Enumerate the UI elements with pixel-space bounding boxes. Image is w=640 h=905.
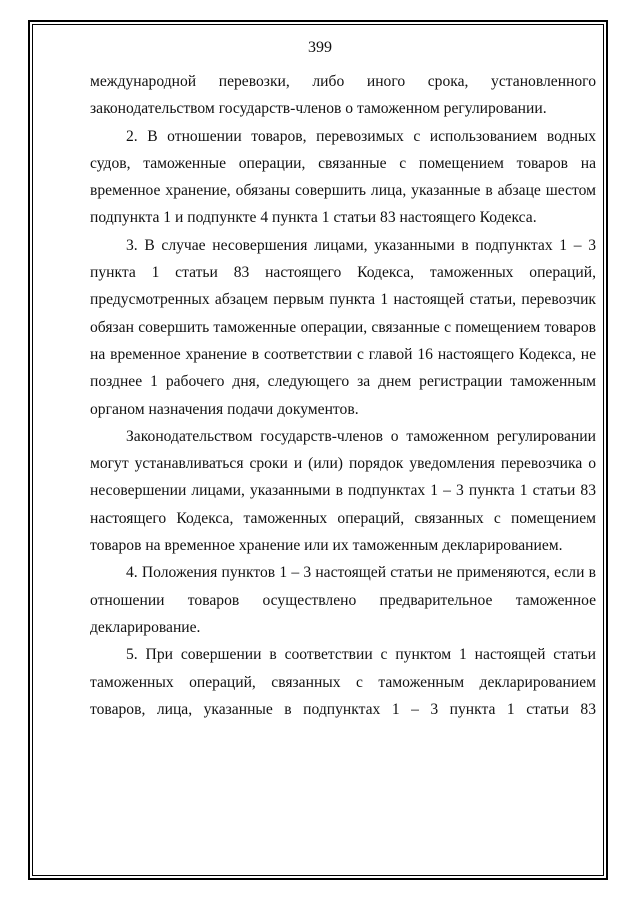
paragraph-item-3-subparagraph: Законодательством государств-членов о таможенном регулировании могут устанавливаться сроки и (или) порядок уведомления перевозчика о несовершении лицами, указанными в подпунктах 1 – 3 пункта 1 статьи 83 настоящего Кодекса, таможенных операций, связанных с помещением товаров на временное хранение или их таможенным декларированием. [90,427,596,555]
paragraph-item-2: 2. В отношении товаров, перевозимых с использованием водных судов, таможенные операции, связанные с помещением товаров на временное хранение, обязаны совершить лица, указанные в абзаце шестом подпункта 1 и подпункте 4 пункта 1 статьи 83 настоящего Кодекса. [90,127,596,227]
paragraph-item-3: 3. В случае несовершения лицами, указанными в подпунктах 1 – 3 пункта 1 статьи 83 настоящего Кодекса, таможенных операций, предусмотренных абзацем первым пункта 1 настоящей статьи, перевозчик обязан совершить таможенные операции, связанные с помещением товаров на временное хранение в соответствии с главой 16 настоящего Кодекса, не позднее 1 рабочего дня, следующего за днем регистрации таможенным органом назначения подачи документов. [90,236,596,418]
paragraph-continuation: международной перевозки, либо иного срока, установленного законодательством государств-членов о таможенном регулировании. [90,73,596,118]
paragraph-item-4: 4. Положения пунктов 1 – 3 настоящей статьи не применяются, если в отношении товаров осуществлено предварительное таможенное декларирование. [90,564,596,636]
page-number: 399 [308,39,332,56]
document-body [90,68,596,723]
paragraph-item-5: 5. При совершении в соответствии с пунктом 1 настоящей статьи таможенных операций, связанных с таможенным декларированием товаров, лица, указанные в подпунктах 1 – 3 пункта 1 статьи 83 [90,646,596,718]
